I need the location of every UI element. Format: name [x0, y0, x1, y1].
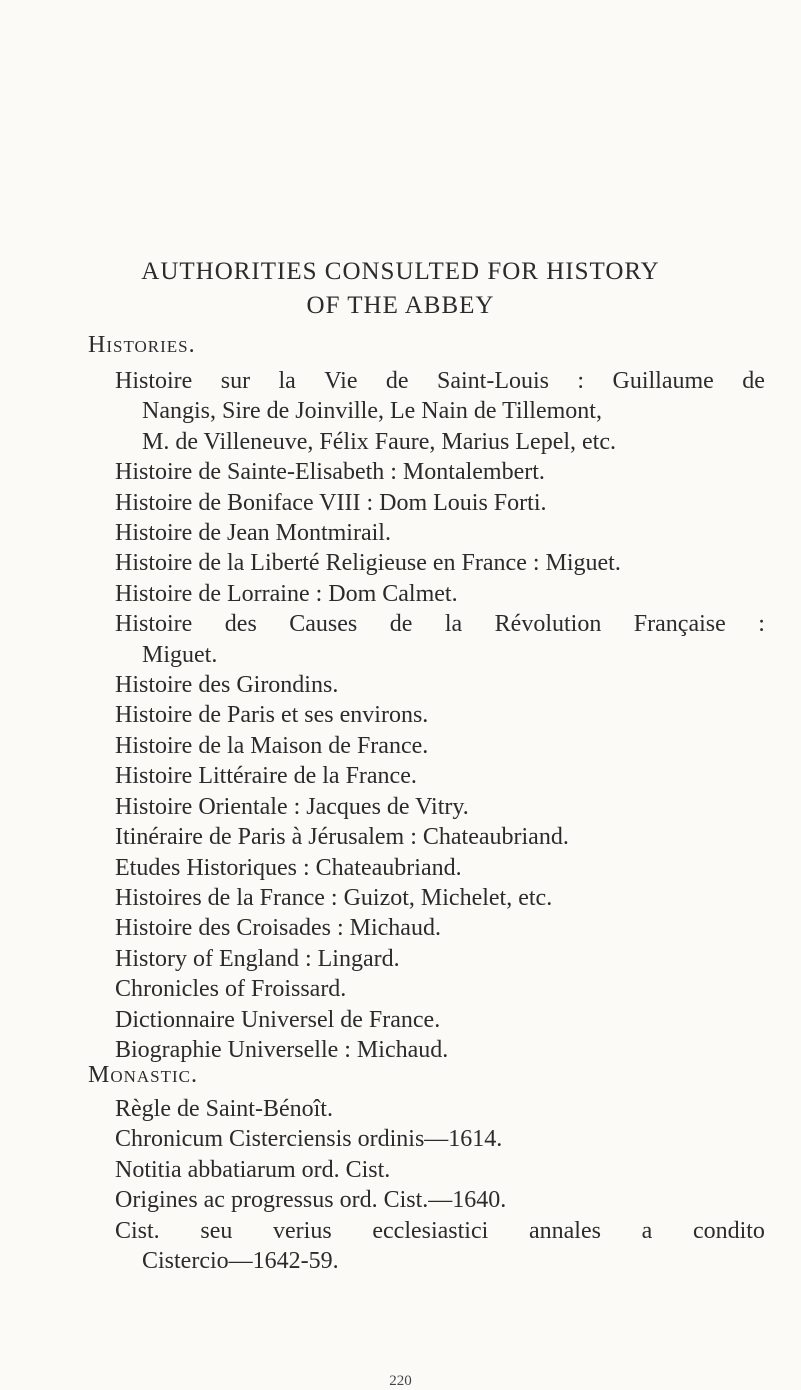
section-heading-histories: Histories. — [88, 332, 196, 358]
page-title: AUTHORITIES CONSULTED FOR HISTORY — [141, 258, 660, 285]
bibliography-entry — [115, 579, 765, 609]
bibliography-entry — [115, 822, 765, 852]
histories-list — [115, 366, 765, 1065]
bibliography-entry — [115, 548, 765, 578]
bibliography-entry — [115, 853, 765, 883]
entry-line: Etudes Historiques : Chateaubriand. — [115, 854, 462, 881]
entry-line: Histoire de la Maison de France. — [115, 732, 429, 759]
entry-line: Histoire de Boniface VIII : Dom Louis Forti. — [115, 489, 547, 516]
entry-continuation-line: Cistercio—1642-59. — [142, 1248, 339, 1275]
entry-continuation-line: Miguet. — [142, 641, 218, 668]
entry-continuation-line: Nangis, Sire de Joinville, Le Nain de Tillemont, — [142, 398, 602, 425]
bibliography-entry — [115, 974, 765, 1004]
entry-line: Histoire Orientale : Jacques de Vitry. — [115, 793, 469, 820]
page-number: 220 — [389, 1373, 412, 1389]
entry-line: Cist. seu verius ecclesiastici annales a condito — [115, 1217, 765, 1244]
entry-line: Histoire de Jean Montmirail. — [115, 520, 391, 547]
bibliography-entry — [115, 488, 765, 518]
bibliography-entry — [115, 792, 765, 822]
entry-line: Dictionnaire Universel de France. — [115, 1006, 441, 1033]
bibliography-entry — [115, 1155, 765, 1185]
entry-line: Biographie Universelle : Michaud. — [115, 1036, 449, 1063]
entry-line: Histoire de Sainte-Elisabeth : Montalembert. — [115, 459, 545, 486]
entry-line: Histoire des Causes de la Révolution Française : — [115, 611, 765, 638]
bibliography-entry — [115, 1094, 765, 1124]
entry-line: Histoire de Paris et ses environs. — [115, 702, 429, 729]
entry-line: Chronicles of Froissard. — [115, 976, 347, 1003]
entry-line: Histoires de la France : Guizot, Michelet, etc. — [115, 884, 553, 911]
bibliography-entry — [115, 731, 765, 761]
entry-line: Histoire sur la Vie de Saint-Louis : Guillaume de — [115, 368, 765, 394]
entry-line: Origines ac progressus ord. Cist.—1640. — [115, 1187, 507, 1214]
bibliography-entry — [115, 761, 765, 791]
bibliography-entry — [115, 1035, 765, 1065]
bibliography-entry — [115, 944, 765, 974]
section-heading-monastic: Monastic. — [88, 1062, 199, 1088]
entry-line: Histoire Littéraire de la France. — [115, 763, 417, 790]
bibliography-entry — [115, 609, 765, 670]
bibliography-entry — [115, 670, 765, 700]
bibliography-entry — [115, 457, 765, 487]
bibliography-entry — [115, 1005, 765, 1035]
entry-line: Notitia abbatiarum ord. Cist. — [115, 1156, 391, 1183]
bibliography-entry — [115, 913, 765, 943]
entry-line: Histoire de la Liberté Religieuse en France : Miguet. — [115, 550, 621, 577]
bibliography-entry — [115, 1185, 765, 1215]
bibliography-entry — [115, 518, 765, 548]
bibliography-entry — [115, 1216, 765, 1277]
monastic-list — [115, 1094, 765, 1276]
bibliography-entry — [115, 1124, 765, 1154]
bibliography-entry — [115, 700, 765, 730]
page-subtitle: OF THE ABBEY — [306, 292, 495, 319]
entry-line: Histoire des Croisades : Michaud. — [115, 915, 441, 942]
entry-line: Histoire de Lorraine : Dom Calmet. — [115, 580, 458, 607]
entry-line: Règle de Saint-Bénoît. — [115, 1096, 333, 1122]
bibliography-entry — [115, 366, 765, 457]
bibliography-entry — [115, 883, 765, 913]
entry-line: Histoire des Girondins. — [115, 672, 339, 699]
entry-line: Itinéraire de Paris à Jérusalem : Chateaubriand. — [115, 824, 569, 851]
entry-continuation-line: M. de Villeneuve, Félix Faure, Marius Lepel, etc. — [142, 428, 616, 455]
entry-line: History of England : Lingard. — [115, 945, 400, 972]
entry-line: Chronicum Cisterciensis ordinis—1614. — [115, 1126, 503, 1153]
